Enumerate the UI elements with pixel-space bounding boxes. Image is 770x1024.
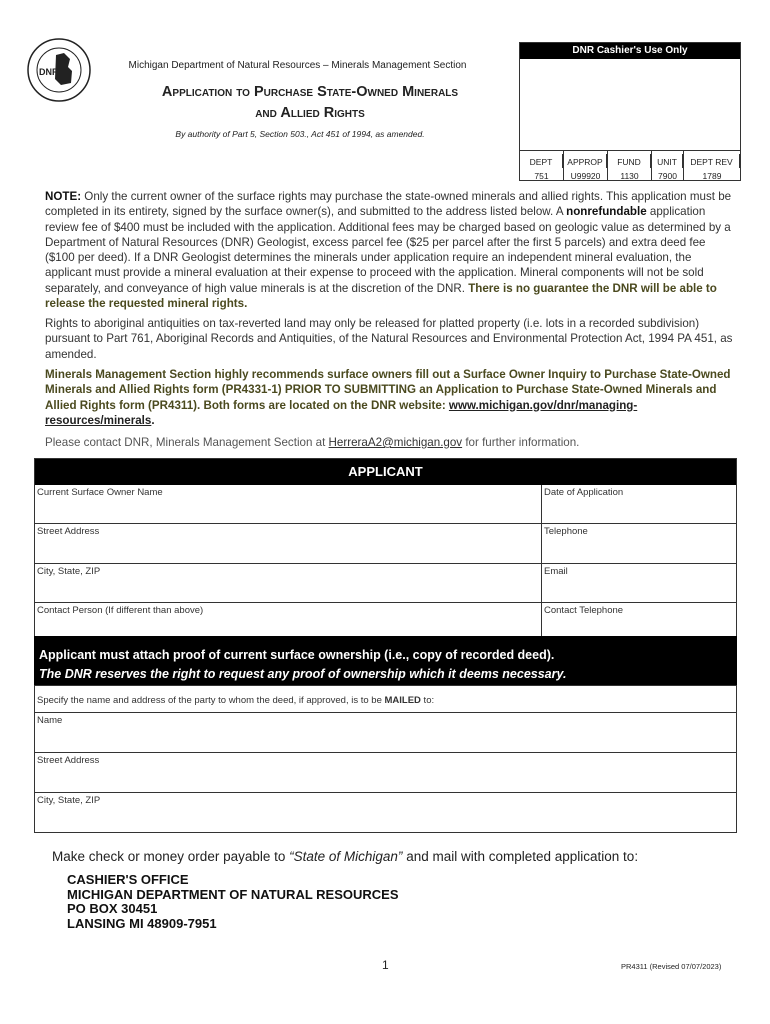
dnr-seal-logo (26, 37, 92, 103)
recommendation-paragraph: Minerals Management Section highly recommends surface owners fill out a Surface Owner Inquiry to Purchase State-Owned Minerals and Allied Rights form (PR4331-1) PRIOR TO SUBMITTING an Application to Purchase State-Owned Minerals and Allied Rights form (PR4311). Both forms are located on the DNR website: www.michigan.gov/dnr/managing-resources/minerals. (45, 368, 731, 427)
mailing-address: CASHIER'S OFFICE MICHIGAN DEPARTMENT OF NATURAL RESOURCES PO BOX 30451 LANSING MI 48909-7951 (67, 872, 399, 931)
rights-paragraph: Rights to aboriginal antiquities on tax-reverted land may only be released for platted property (i.e. lots in a recorded subdivision) pursuant to Part 761, Aboriginal Records and Antiquities, of the Natural Resources and Environmental Protection Act, 1994 PA 451, as amended. (45, 317, 733, 361)
proof-notice: Applicant must attach proof of current surface ownership (i.e., copy of recorded deed). The DNR reserves the right to request any proof of ownership which it deems necessary. (34, 636, 737, 685)
code-fund: FUND 1130 (608, 151, 652, 180)
code-unit: UNIT 7900 (652, 151, 684, 180)
contact-telephone-field[interactable]: Contact Telephone (544, 605, 624, 616)
department-subtitle: Michigan Department of Natural Resources – Minerals Management Section (128, 60, 467, 71)
email-link[interactable]: HerreraA2@michigan.gov (328, 436, 463, 449)
mail-city-field[interactable]: City, State, ZIP (35, 792, 736, 832)
street-address-field[interactable]: Street Address (35, 524, 542, 563)
account-codes (520, 150, 740, 180)
email-field[interactable]: Email (544, 566, 568, 577)
cashier-use-box (519, 42, 741, 181)
applicant-heading: APPLICANT (35, 459, 736, 485)
page-number: 1 (382, 958, 389, 972)
mailing-section (34, 685, 737, 833)
city-state-zip-field[interactable]: City, State, ZIP (35, 564, 542, 602)
authority-line: By authority of Part 5, Section 503., Act 451 of 1994, as amended. (175, 129, 425, 139)
minerals-website-link[interactable]: www.michigan.gov/dnr/managing-resources/minerals (45, 398, 638, 427)
mailing-instruction: Specify the name and address of the party to whom the deed, if approved, is to be MAILED to: (35, 685, 736, 712)
cashier-heading: DNR Cashier's Use Only (520, 43, 740, 59)
contact-person-field[interactable]: Contact Person (If different than above) (35, 603, 542, 637)
applicant-section (34, 458, 737, 638)
note-paragraph: NOTE: Only the current owner of the surface rights may purchase the state-owned minerals and allied rights. This application must be completed in its entirety, signed by the surface owner(s), and submitted to the address listed below. A nonrefundable application review fee of $400 must be included with the application. Additional fees may be charged based on geologic value as determined by a Department of Natural Resources (DNR) Geologist, excess parcel fee ($25 per parcel after the first 5 parcels) and extra deed fee ($100 per deed). If a DNR Geologist determines the minerals under application require an independent mineral evaluation, the applicant must provide a mineral evaluation at their expense to proceed with the application. Mineral components will not be sold separately, and conveyance of high value minerals is at the discretion of the DNR. There is no guarantee the DNR will be able to release the requested mineral rights. (45, 190, 732, 311)
form-revision: PR4311 (Revised 07/07/2023) (621, 962, 722, 971)
telephone-field[interactable]: Telephone (544, 526, 588, 537)
mail-name-field[interactable]: Name (35, 712, 736, 752)
owner-name-field[interactable]: Current Surface Owner Name (35, 485, 542, 523)
code-dept-rev: DEPT REV 1789 (684, 151, 740, 180)
code-dept: DEPT 751 (520, 151, 564, 180)
svg-text:DNR: DNR (39, 67, 59, 77)
code-approp: APPROP U99920 (564, 151, 608, 180)
date-field[interactable]: Date of Application (544, 487, 624, 498)
contact-line: Please contact DNR, Minerals Management Section at HerreraA2@michigan.gov for further information. (45, 436, 580, 449)
form-title: Application to Purchase State-Owned Minerals and Allied Rights (161, 84, 459, 121)
payment-instruction: Make check or money order payable to “State of Michigan” and mail with completed application to: (52, 849, 639, 864)
mail-street-field[interactable]: Street Address (35, 752, 736, 792)
